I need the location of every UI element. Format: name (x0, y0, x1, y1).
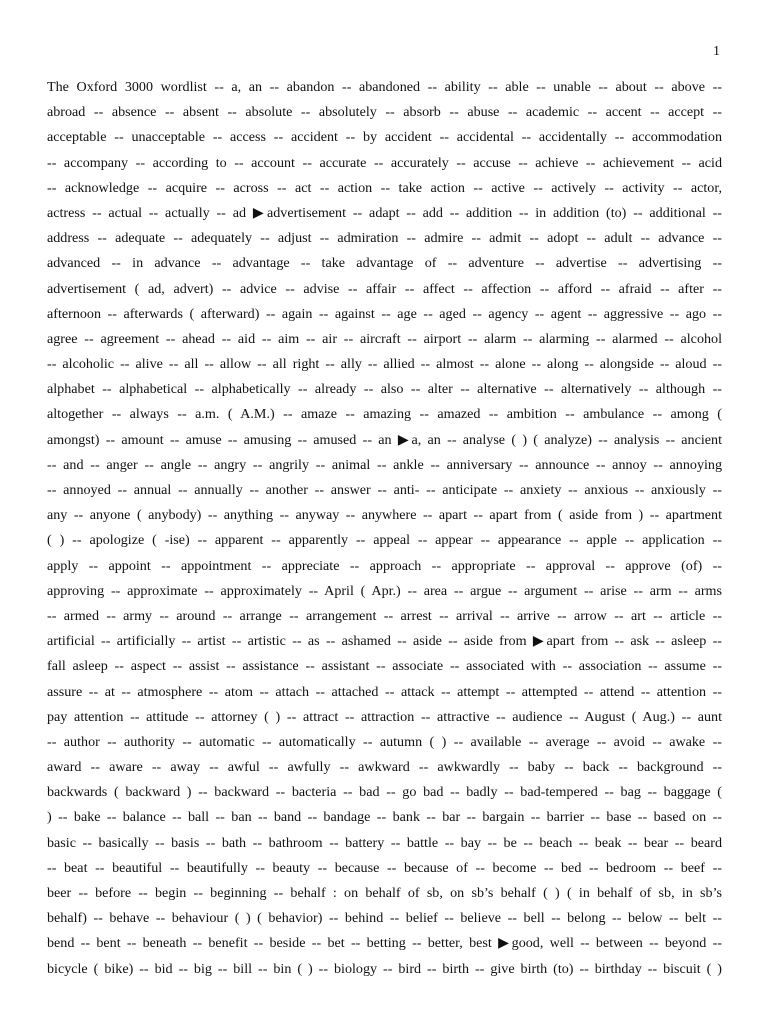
text-line: beer -- before -- begin -- beginning -- behalf : on behalf of sb, on sb’s behalf ( ) ( in behalf of sb, in sb’s (47, 885, 722, 901)
text-line: abroad -- absence -- absent -- absolute -- absolutely -- absorb -- abuse -- academic -- accent -- accept -- (47, 104, 722, 121)
text-line: amongst) -- amount -- amuse -- amusing -- amused -- an ▶a, an -- analyse ( ) ( analyze) -- analysis -- ancient (47, 431, 722, 448)
text-line: bend -- bent -- beneath -- benefit -- beside -- bet -- betting -- better, best ▶good, well -- between -- beyond -- (47, 935, 722, 952)
text-line: acceptable -- unacceptable -- access -- accident -- by accident -- accidental -- accidentally -- accommodation (47, 129, 722, 146)
text-line: -- and -- anger -- angle -- angry -- angrily -- animal -- ankle -- anniversary -- announce -- annoy -- annoying (47, 456, 722, 473)
text-line: agree -- agreement -- ahead -- aid -- aim -- air -- aircraft -- airport -- alarm -- alarming -- alarmed -- alcohol (47, 330, 722, 347)
text-line: -- alcoholic -- alive -- all -- allow -- all right -- ally -- allied -- almost -- alone -- along -- alongside -- aloud -- (47, 356, 722, 373)
text-line: artificial -- artificially -- artist -- artistic -- as -- ashamed -- aside -- aside from ▶apart from -- ask -- asleep -- (47, 633, 722, 650)
page-number: 1 (713, 44, 720, 59)
text-line: approving -- approximate -- approximately -- April ( Apr.) -- area -- argue -- argument -- arise -- arm -- arms (47, 582, 722, 599)
text-line: afternoon -- afterwards ( afterward) -- again -- against -- age -- aged -- agency -- agent -- aggressive -- ago -- (47, 305, 722, 322)
text-line: actress -- actual -- actually -- ad ▶advertisement -- adapt -- add -- addition -- in addition (to) -- additional -- (47, 204, 722, 221)
text-line: backwards ( backward ) -- backward -- bacteria -- bad -- go bad -- badly -- bad-tempered -- bag -- baggage ( (47, 784, 722, 801)
text-line: basic -- basically -- basis -- bath -- bathroom -- battery -- battle -- bay -- be -- beach -- beak -- bear -- beard (47, 834, 722, 851)
text-line: -- armed -- army -- around -- arrange -- arrangement -- arrest -- arrival -- arrive -- arrow -- art -- article -- (47, 607, 722, 624)
wordlist-body-text (47, 75, 722, 982)
text-line: -- author -- authority -- automatic -- automatically -- autumn ( ) -- available -- average -- avoid -- awake -- (47, 733, 722, 750)
text-line: bicycle ( bike) -- bid -- big -- bill -- bin ( ) -- biology -- bird -- birth -- give birth (to) -- birthday -- biscuit ( ) (47, 960, 722, 977)
text-line: apply -- appoint -- appointment -- appreciate -- approach -- appropriate -- approval -- approve (of) -- (47, 557, 722, 574)
text-line: ( ) -- apologize ( -ise) -- apparent -- apparently -- appeal -- appear -- appearance -- apple -- application -- (47, 532, 722, 549)
text-line: -- annoyed -- annual -- annually -- another -- answer -- anti- -- anticipate -- anxiety -- anxious -- anxiously -- (47, 482, 722, 498)
text-line: behalf) -- behave -- behaviour ( ) ( behavior) -- behind -- belief -- believe -- bell -- belong -- below -- belt -- (47, 910, 722, 927)
text-line: advertisement ( ad, advert) -- advice -- advise -- affair -- affect -- affection -- afford -- afraid -- after -- (47, 280, 722, 297)
text-line: altogether -- always -- a.m. ( A.M.) -- amaze -- amazing -- amazed -- ambition -- ambulance -- among ( (47, 406, 722, 423)
text-line: -- beat -- beautiful -- beautifully -- beauty -- because -- because of -- become -- bed -- bedroom -- beef -- (47, 859, 722, 876)
text-line: award -- aware -- away -- awful -- awfully -- awkward -- awkwardly -- baby -- back -- background -- (47, 759, 722, 776)
text-line: pay attention -- attitude -- attorney ( ) -- attract -- attraction -- attractive -- audience -- August ( Aug.) -- aunt (47, 708, 722, 725)
text-line: fall asleep -- aspect -- assist -- assistance -- assistant -- associate -- associated with -- association -- assume -- (47, 658, 722, 675)
text-line: address -- adequate -- adequately -- adjust -- admiration -- admire -- admit -- adopt -- adult -- advance -- (47, 230, 722, 247)
text-line: The Oxford 3000 wordlist -- a, an -- abandon -- abandoned -- ability -- able -- unable -- about -- above -- (47, 79, 722, 95)
text-line: -- accompany -- according to -- account -- accurate -- accurately -- accuse -- achieve -- achievement -- acid (47, 154, 722, 171)
text-line: assure -- at -- atmosphere -- atom -- attach -- attached -- attack -- attempt -- attempted -- attend -- attention -- (47, 683, 722, 700)
text-line: any -- anyone ( anybody) -- anything -- anyway -- anywhere -- apart -- apart from ( aside from ) -- apartment (47, 507, 722, 524)
text-line: -- acknowledge -- acquire -- across -- act -- action -- take action -- active -- actively -- activity -- actor, (47, 179, 722, 196)
text-line: alphabet -- alphabetical -- alphabetically -- already -- also -- alter -- alternative -- alternatively -- although -- (47, 381, 722, 398)
text-line: advanced -- in advance -- advantage -- take advantage of -- adventure -- advertise -- advertising -- (47, 255, 722, 272)
text-line: ) -- bake -- balance -- ball -- ban -- band -- bandage -- bank -- bar -- bargain -- barrier -- base -- based on -- (47, 809, 722, 826)
